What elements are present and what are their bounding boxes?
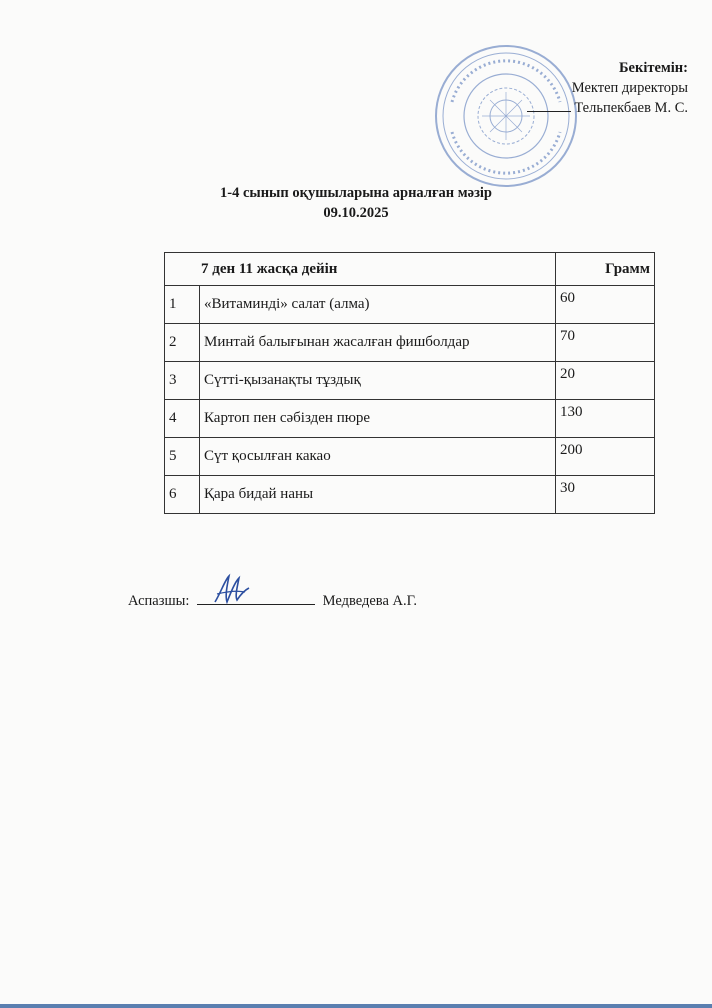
handwritten-signature-icon bbox=[211, 572, 251, 606]
menu-title: 1-4 сынып оқушыларына арналған мәзір bbox=[219, 185, 492, 201]
row-dish: Қара бидай наны bbox=[200, 476, 556, 514]
bottom-border bbox=[0, 1004, 712, 1008]
row-gram: 130 bbox=[556, 400, 655, 438]
table-header-row bbox=[165, 253, 655, 286]
row-dish: «Витаминді» салат (алма) bbox=[200, 286, 556, 324]
approval-signature-line bbox=[527, 99, 571, 112]
table-row bbox=[165, 362, 655, 400]
row-gram: 70 bbox=[556, 324, 655, 362]
row-number: 3 bbox=[165, 362, 200, 400]
row-gram: 20 bbox=[556, 362, 655, 400]
header-gram: Грамм bbox=[556, 253, 655, 286]
row-gram: 60 bbox=[556, 286, 655, 324]
cook-signature-block bbox=[128, 592, 417, 610]
row-dish: Минтай балығынан жасалған фишболдар bbox=[200, 324, 556, 362]
cook-name: Медведева А.Г. bbox=[322, 593, 417, 609]
table-row bbox=[165, 400, 655, 438]
table-row bbox=[165, 476, 655, 514]
approval-title: Бекітемін: bbox=[618, 60, 688, 76]
menu-date: 09.10.2025 bbox=[323, 205, 389, 221]
cook-label: Аспазшы: bbox=[128, 593, 190, 609]
approval-name-line bbox=[527, 98, 688, 118]
table-row bbox=[165, 438, 655, 476]
table-row bbox=[165, 324, 655, 362]
row-number: 4 bbox=[165, 400, 200, 438]
row-dish: Сүтті-қызанақты тұздық bbox=[200, 362, 556, 400]
row-gram: 200 bbox=[556, 438, 655, 476]
approval-position: Мектеп директоры bbox=[571, 80, 688, 96]
row-number: 5 bbox=[165, 438, 200, 476]
row-dish: Сүт қосылған какао bbox=[200, 438, 556, 476]
row-dish: Картоп пен сәбізден пюре bbox=[200, 400, 556, 438]
table-row bbox=[165, 286, 655, 324]
approval-name: Тельпекбаев М. С. bbox=[574, 100, 688, 116]
row-number: 1 bbox=[165, 286, 200, 324]
header-dish: 7 ден 11 жасқа дейін bbox=[165, 253, 556, 286]
row-gram: 30 bbox=[556, 476, 655, 514]
row-number: 6 bbox=[165, 476, 200, 514]
cook-signature-line bbox=[197, 592, 315, 605]
menu-table bbox=[164, 252, 655, 514]
row-number: 2 bbox=[165, 324, 200, 362]
approval-block bbox=[527, 58, 688, 118]
